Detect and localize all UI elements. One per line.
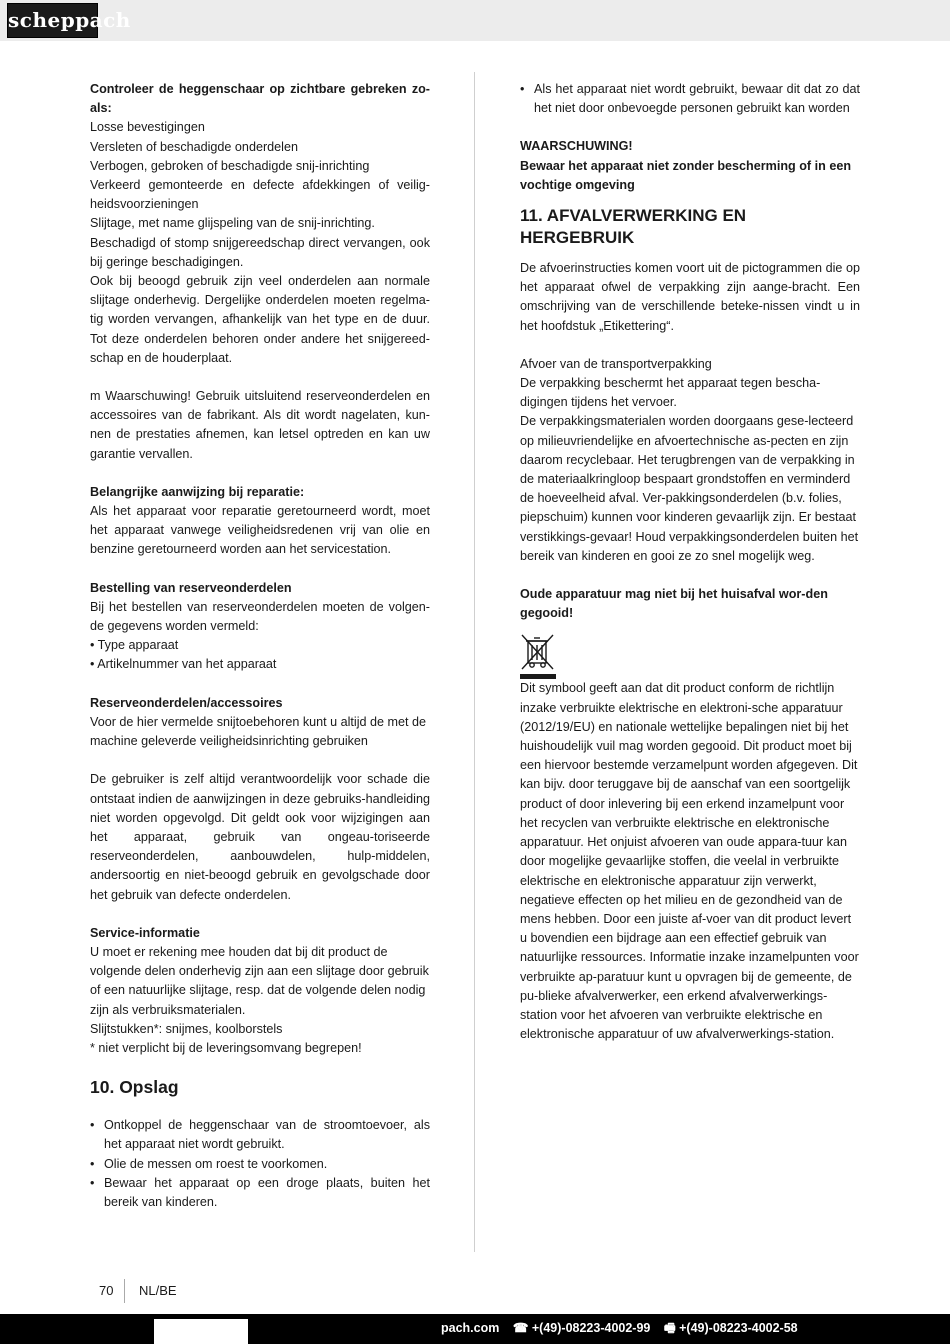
check-heading: Controleer de heggenschaar op zichtbare gebreken zo-als: (90, 82, 430, 116)
old-equipment-heading: Oude apparatuur mag niet bij het huisafval wor-den gegooid! (520, 587, 828, 621)
warning-title: WAARSCHUWING! (520, 139, 633, 154)
order-item: • Artikelnummer van het apparaat (90, 657, 277, 672)
transport-text: De verpakking beschermt het apparaat tegen bescha-digingen tijdens het vervoer. (520, 376, 821, 410)
service-wear-parts: Slijtstukken*: snijmes, koolborstels (90, 1021, 283, 1036)
check-line: Verkeerd gemonteerde en defecte afdekkingen of veilig-heidsvoorzieningen (90, 178, 430, 212)
accessories-text: Voor de hier vermelde snijtoebehoren kunt u altijd de met de machine geleverde veiligheidsinrichting gebruiken (90, 714, 427, 749)
service-text: U moet er rekening mee houden dat bij dit product de volgende delen onderhevig zijn aan een slijtage door gebruik of een natuurlijke slijtage, resp. dat de volgende delen nodig zijn als verbruiksmaterialen. (90, 944, 429, 1017)
header-bar (0, 0, 950, 41)
phone-number: ☎ +(49)-08223-4002-99 (512, 1321, 651, 1335)
check-line: Versleten of beschadigde onderdelen (90, 139, 298, 154)
transport-text: De verpakkingsmaterialen worden doorgaans gese-lecteerd op milieuvriendelijke en afvoertechnische as-pecten en zijn daarom recyclebaar. Het terugbrengen van de verpakking in de materiaalkringloop bespaart grondstoffen en verminderd de hoeveelheid afval. Ver-pakkingsonderdelen (b.v. folies, piepschuim) kunnen voor kinderen gevaarlijk zijn. Er bestaat verstikkings-gevaar! Houd verpakkingsonderdelen buiten het bereik van kinderen en gooi ze zo snel mogelijk weg. (520, 414, 859, 563)
check-line: Ook bij beoogd gebruik zijn veel onderdelen aan normale slijtage onderhevig. Dergelijke onderdelen moeten regelma-tig worden vervangen, afhankelijk van het type en de duur. Tot deze onderdelen behoren onder andere het snijgereed-schap en de houderplaat. (90, 274, 430, 365)
order-heading: Bestelling van reserveonderdelen (90, 580, 292, 595)
service-heading: Service-informatie (90, 925, 200, 940)
list-item: • Olie de messen om roest te voorkomen. (90, 1155, 430, 1174)
list-item: • Bewaar het apparaat op een droge plaats, buiten het bereik van kinderen. (90, 1174, 430, 1212)
storage-heading: 10. Opslag (90, 1077, 179, 1098)
footer-divider (124, 1279, 125, 1303)
repair-text: Als het apparaat voor reparatie geretourneerd wordt, moet het apparaat vanwege veiligheidsredenen vrij van olie en benzine geretourneerd worden aan het servicestation. (90, 504, 430, 557)
contact-info (441, 1320, 808, 1336)
service-note: * niet verplicht bij de leveringsomvang begrepen! (90, 1040, 362, 1055)
storage-list (90, 1116, 430, 1212)
order-item: • Type apparaat (90, 638, 179, 653)
page-number: 70 (99, 1283, 114, 1298)
check-line: Slijtage, met name glijspeling van de snij-inrichting. (90, 216, 375, 231)
disposal-heading: 11. AFVALVERWERKING EN HERGEBRUIK (520, 206, 747, 248)
check-line: Losse bevestigingen (90, 120, 205, 135)
contact-bar-white-block (154, 1319, 248, 1344)
warning-paragraph: m Waarschuwing! Gebruik uitsluitend reserveonderdelen en accessoires van de fabrikant. Als dit wordt nagelaten, kun-nen de prestaties afnemen, kan letsel optreden en kan uw garantie vervallen. (90, 389, 430, 461)
check-line: Verbogen, gebroken of beschadigde snij-inrichting (90, 158, 370, 173)
language-code: NL/BE (139, 1283, 177, 1298)
list-item: • Ontkoppel de heggenschaar van de stroomtoevoer, als het apparaat niet wordt gebruikt. (90, 1116, 430, 1154)
order-text: Bij het bestellen van reserveonderdelen moeten de volgen-de gegevens worden vermeld: (90, 599, 430, 634)
weee-text: Dit symbool geeft aan dat dit product conform de richtlijn inzake verbruikte elektrische en elektroni-sche apparatuur (2012/19/EU) en nationale wettelijke bepalingen niet bij het huishoudelijk vuil mag worden gegooid. Dit product moet bij een hiervoor bestemde verzamelpunt worden afgegeven. Dit kan bijv. door teruggave bij de aanschaf van een soortgelijk product of door inlevering bij een erkend inzamelpunt voor het recyclen van verbruikte elektrische en elektronische apparatuur. Het onjuist afvoeren van oude appara-tuur kan door mogelijke gevaarlijke stoffen, die veelal in verbruikte elektrische en elektronische apparatuur zijn verwerkt, negatieve effecten op het milieu en de gezondheid van de mens hebben. Door een juiste af-voer van dit product levert u bovendien een bijdrage aan een effectief gebruik van natuurlijke ressources. Informatie inzake inzamelpunten voor verbruikte ap-paratuur kunt u opvragen bij de gemeente, de pu-blieke afvalverwerker, een erkend afvalverwerkings-station voor het afvoeren van verbruikte elektrische en elektronische apparatuur of uw afvalverwerkings-station. (520, 681, 859, 1042)
liability-text: De gebruiker is zelf altijd verantwoordelijk voor schade die ontstaat indien de aanwijzingen in deze gebruiks-handleiding niet worden opgevolgd. Dit geldt ook voor wijzigingen aan het apparaat, gebruik van ongeau-toriseerde reserveonderdelen, aanbouwdelen, hulp-middelen, andersoortig en niet-beoogd gebruik en gevolgschade door het gebruik van defecte onderdelen. (90, 772, 430, 902)
brand-logo: scheppach (7, 3, 98, 38)
column-divider (474, 72, 475, 1252)
disposal-intro: De afvoerinstructies komen voort uit de pictogrammen die op het apparaat ofwel de verpakking zijn aange-bracht. Een omschrijving van de verschillende beteke-nissen vindt u in het hoofdstuk „Etikettering“. (520, 261, 860, 333)
left-column (90, 80, 430, 1212)
storage-list-continued (520, 80, 860, 118)
list-item: • Als het apparaat niet wordt gebruikt, bewaar dit dat zo dat het niet door onbevoegde personen gebruikt kan worden (520, 80, 860, 118)
accessories-heading: Reserveonderdelen/accessoires (90, 695, 283, 710)
repair-heading: Belangrijke aanwijzing bij reparatie: (90, 484, 305, 499)
right-column (520, 80, 860, 1044)
crossed-out-wheelie-bin-icon (520, 631, 556, 679)
warning-text: Bewaar het apparaat niet zonder bescherming of in een vochtige omgeving (520, 158, 852, 192)
fax-number: 🖷 +(49)-08223-4002-58 (663, 1321, 798, 1335)
website-link[interactable]: pach.com (441, 1321, 500, 1335)
transport-heading: Afvoer van de transportverpakking (520, 356, 712, 371)
check-line: Beschadigd of stomp snijgereedschap direct vervangen, ook bij geringe beschadigingen. (90, 235, 430, 269)
